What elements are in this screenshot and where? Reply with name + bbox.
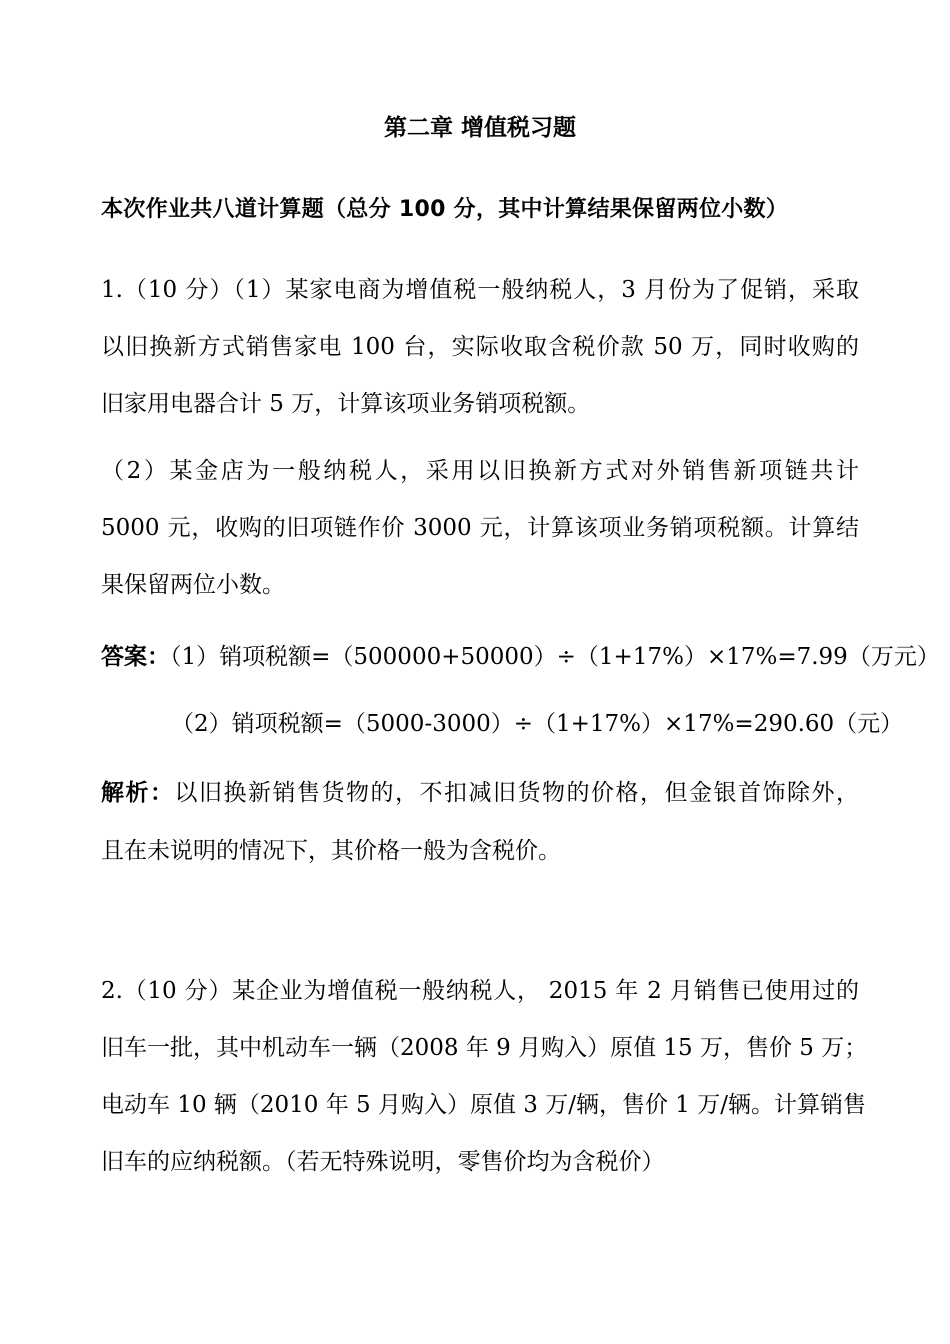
- q1-analysis-line-1: [101, 777, 859, 809]
- q2-line-3: 电动车 10 辆（2010 年 5 月购入）原值 3 万/辆，售价 1 万/辆。计算销售: [101, 1092, 866, 1118]
- assignment-intro: 本次作业共八道计算题（总分 100 分，其中计算结果保留两位小数）: [101, 197, 789, 222]
- q2-line-1: 2.（10 分）某企业为增值税一般纳税人， 2015 年 2 月销售已使用过的: [101, 978, 859, 1004]
- analysis-label: 解析：: [101, 780, 175, 806]
- q2-line-4: 旧车的应纳税额。（若无特殊说明，零售价均为含税价）: [101, 1149, 665, 1175]
- q1-part2-line-3: 果保留两位小数。: [101, 572, 285, 598]
- q1-part2-line-1: （2）某金店为一般纳税人，采用以旧换新方式对外销售新项链共计: [101, 458, 859, 484]
- analysis-text-2: 且在未说明的情况下，其价格一般为含税价。: [101, 838, 561, 864]
- answer-part-1: （1）销项税额=（500000+50000）÷（1+17%）×17%=7.99（万元）: [170, 644, 940, 670]
- answer-part-2: （2）销项税额=（5000-3000）÷（1+17%）×17%=290.60（元）: [171, 711, 904, 737]
- q1-part1-line-2: 以旧换新方式销售家电 100 台，实际收取含税价款 50 万，同时收购的: [101, 334, 859, 360]
- q1-part2-line-2: 5000 元，收购的旧项链作价 3000 元，计算该项业务销项税额。计算结: [101, 515, 859, 541]
- q1-part1-line-1: 1.（10 分）（1）某家电商为增值税一般纳税人，3 月份为了促销，采取: [101, 277, 859, 303]
- chapter-title: 第二章 增值税习题: [383, 115, 576, 141]
- document-page: [101, 0, 940, 1344]
- q1-part1-line-3: 旧家用电器合计 5 万，计算该项业务销项税额。: [101, 391, 591, 417]
- analysis-text-1: 以旧换新销售货物的，不扣减旧货物的价格，但金银首饰除外，: [174, 780, 859, 806]
- q1-answer-line-1: [101, 641, 940, 673]
- q2-line-2: 旧车一批，其中机动车一辆（2008 年 9 月购入）原值 15 万，售价 5 万；: [101, 1035, 868, 1061]
- answer-label: 答案：: [101, 644, 170, 670]
